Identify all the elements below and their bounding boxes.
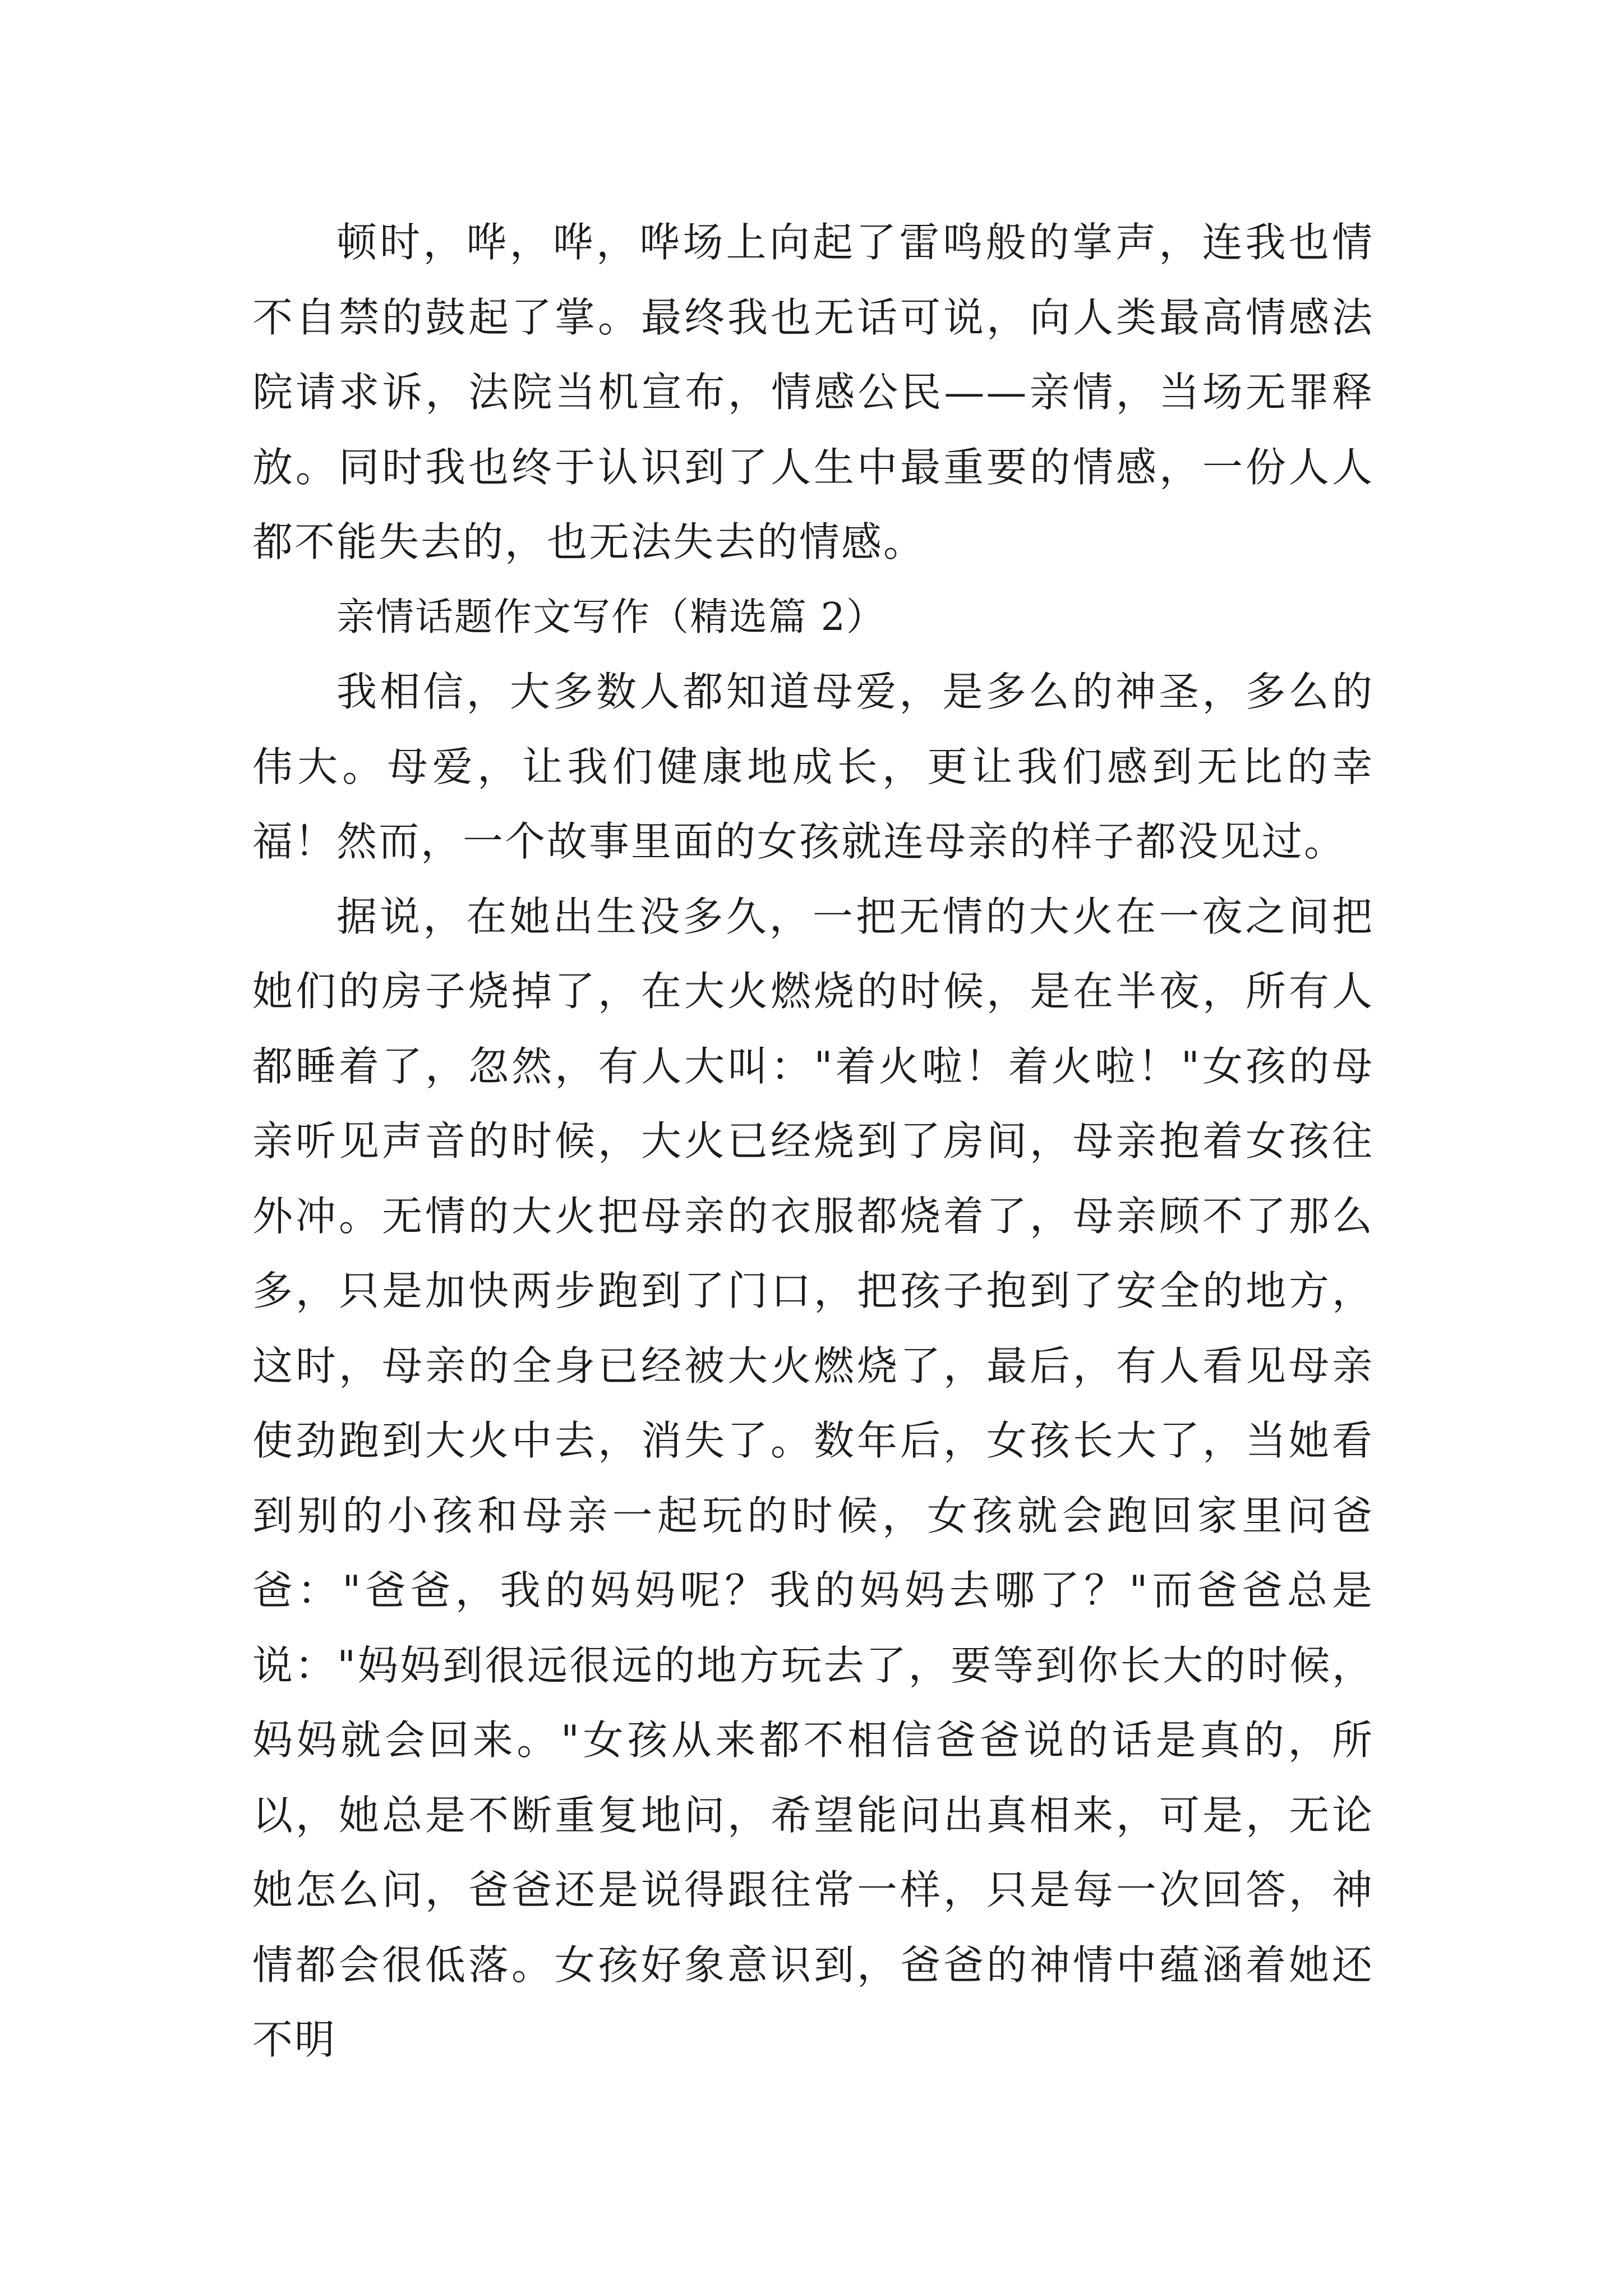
document-body [252, 205, 1374, 2078]
paragraph-intro: 我相信，大多数人都知道母爱，是多么的神圣，多么的伟大。母爱，让我们健康地成长，更让我们感到无比的幸福！然而，一个故事里面的女孩就连母亲的样子都没见过。 [252, 668, 1374, 865]
section-heading: 亲情话题作文写作（精选篇 2） [336, 595, 886, 639]
paragraph-story: 据说，在她出生没多久，一把无情的大火在一夜之间把她们的房子烧掉了，在大火燃烧的时候，是在半夜，所有人都睡着了，忽然，有人大叫："着火啦！着火啦！"女孩的母亲听见声音的时候，大火已经烧到了房间，母亲抱着女孩往外冲。无情的大火把母亲的衣服都烧着了，母亲顾不了那么多，只是加快两步跑到了门口，把孩子抱到了安全的地方，这时，母亲的全身已经被大火燃烧了，最后，有人看见母亲使劲跑到大火中去，消失了。数年后，女孩长大了，当她看到别的小孩和母亲一起玩的时候，女孩就会跑回家里问爸爸："爸爸，我的妈妈呢？我的妈妈去哪了？"而爸爸总是说："妈妈到很远很远的地方玩去了，要等到你长大的时候，妈妈就会回来。"女孩从来都不相信爸爸说的话是真的，所以，她总是不断重复地问，希望能问出真相来，可是，无论她怎么问，爸爸还是说得跟往常一样，只是每一次回答，神情都会很低落。女孩好象意识到，爸爸的神情中蕴涵着她还不明 [252, 892, 1374, 2063]
paragraph-ending: 顿时，哗，哗，哗场上向起了雷鸣般的掌声，连我也情不自禁的鼓起了掌。最终我也无话可说，向人类最高情感法院请求诉，法院当机宣布，情感公民——亲情，当场无罪释放。同时我也终于认识到了人生中最重要的情感，一份人人都不能失去的，也无法失去的情感。 [252, 219, 1374, 565]
